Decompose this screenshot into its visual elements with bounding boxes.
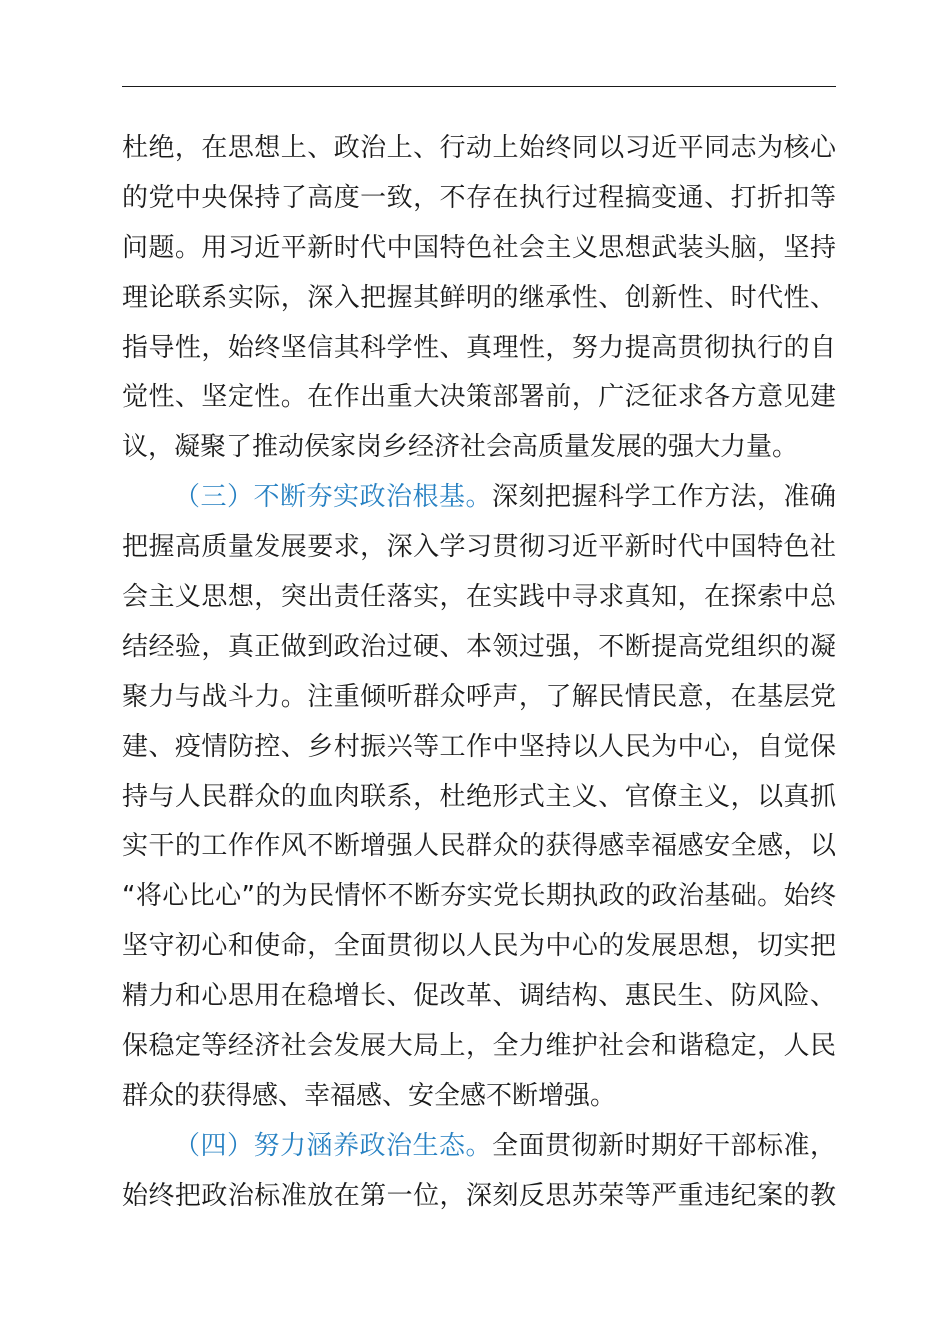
text-line: 把握高质量发展要求，深入学习贯彻习近平新时代中国特色社 [122, 532, 836, 563]
text-line: 指导性，始终坚信其科学性、真理性，努力提高贯彻执行的自 [122, 332, 836, 363]
text-line: “将心比心”的为民情怀不断夯实党长期执政的政治基础。始终 [122, 881, 836, 912]
text-line: 觉性、坚定性。在作出重大决策部署前，广泛征求各方意见建 [122, 382, 836, 413]
text-line: 实干的工作作风不断增强人民群众的获得感幸福感安全感，以 [122, 831, 836, 862]
section-heading-line [122, 473, 836, 523]
text-line: 始终把政治标准放在第一位，深刻反思苏荣等严重违纪案的教 [122, 1180, 836, 1211]
text-line: 杜绝，在思想上、政治上、行动上始终同以习近平同志为核心 [122, 133, 836, 163]
heading-line-text: 深刻把握科学工作方法，准确 [492, 482, 836, 513]
text-line: 持与人民群众的血肉联系，杜绝形式主义、官僚主义，以真抓 [122, 781, 836, 812]
section-heading-four: （四）努力涵养政治生态。 [174, 1130, 492, 1161]
heading-line-text: 全面贯彻新时期好干部标准， [492, 1130, 836, 1161]
text-line: 理论联系实际，深入把握其鲜明的继承性、创新性、时代性、 [122, 282, 836, 313]
text-line: 结经验，真正做到政治过硬、本领过强，不断提高党组织的凝 [122, 631, 836, 662]
section-heading-three: （三）不断夯实政治根基。 [174, 482, 492, 513]
text-line: 会主义思想，突出责任落实，在实践中寻求真知，在探索中总 [122, 582, 836, 613]
document-body [122, 124, 836, 1222]
text-line: 聚力与战斗力。注重倾听群众呼声，了解民情民意，在基层党 [122, 681, 836, 712]
text-line: 精力和心思用在稳增长、促改革、调结构、惠民生、防风险、 [122, 981, 836, 1012]
text-line: 议，凝聚了推动侯家岗乡经济社会高质量发展的强大力量。 [122, 432, 799, 463]
header-rule [122, 86, 836, 87]
text-line: 的党中央保持了高度一致，不存在执行过程搞变通、打折扣等 [122, 182, 836, 213]
text-line: 建、疫情防控、乡村振兴等工作中坚持以人民为中心，自觉保 [122, 731, 836, 762]
text-line: 问题。用习近平新时代中国特色社会主义思想武装头脑，坚持 [122, 232, 836, 263]
text-line: 保稳定等经济社会发展大局上，全力维护社会和谐稳定，人民 [122, 1031, 836, 1062]
text-line: 坚守初心和使命，全面贯彻以人民为中心的发展思想，切实把 [122, 931, 836, 962]
text-line: 群众的获得感、幸福感、安全感不断增强。 [122, 1080, 617, 1111]
section-heading-line [122, 1122, 836, 1172]
